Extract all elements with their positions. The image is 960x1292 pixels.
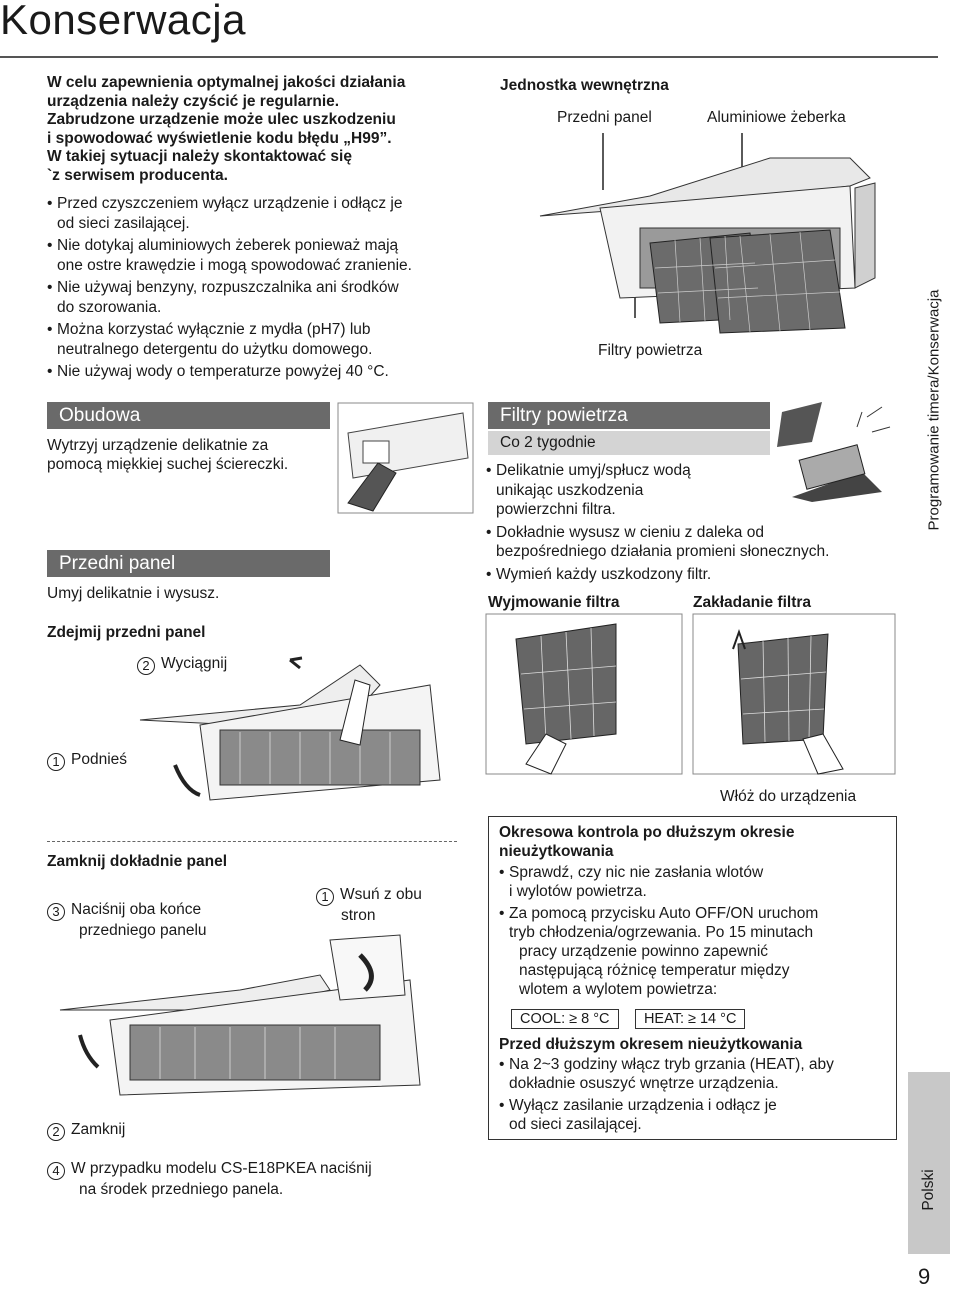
bullet-line: od sieci zasilającej. [509, 1116, 642, 1133]
step-press [47, 900, 207, 940]
intro-line: Zabrudzone urządzenie może ulec uszkodzeniu [47, 111, 396, 128]
step-pull-label: Wyciągnij [161, 655, 228, 672]
step-slide-label: Wsuń z obu [340, 886, 422, 903]
close-panel-illustration [60, 935, 460, 1105]
indoor-unit-heading: Jednostka wewnętrzna [500, 77, 669, 94]
bullet-line: Dokładnie wysusz w cieniu z daleka od [496, 523, 764, 541]
obudowa-line: Wytrzyj urządzenie delikatnie za [47, 437, 269, 454]
step-number: 3 [47, 903, 65, 921]
obudowa-text [47, 436, 288, 474]
intro-line: urządzenia należy czyścić je regularnie. [47, 92, 340, 110]
remove-filter-illustration [486, 614, 682, 774]
step-number: 1 [316, 888, 334, 906]
bullet-item: • Nie używaj wody o temperaturze powyżej 40 °C. [47, 363, 389, 380]
bullet-line: następującą różnicę temperatur między [519, 962, 790, 979]
step-lift [47, 750, 127, 771]
bullet-line: i wylotów powietrza. [509, 883, 647, 900]
step-model-label: na środek przedniego panela. [79, 1181, 284, 1198]
step-slide [316, 885, 422, 925]
bullet-line: powierzchni filtra. [496, 501, 616, 518]
language-tab [908, 1072, 950, 1254]
bullet-item: • Sprawdź, czy nic nie zasłania wlotów i wylotów powietrza. [499, 864, 764, 900]
bullet-line: neutralnego detergentu do użytku domowego. [57, 340, 373, 358]
bullet-line: tryb chłodzenia/ogrzewania. Po 15 minutach [509, 924, 814, 941]
bullet-item: • Nie dotykaj aluminiowych żeberek ponieważ mają one ostre krawędzie i mogą spowodować zranienie. [47, 237, 412, 274]
indoor-unit-illustration [530, 128, 890, 340]
filters-bullets [486, 461, 896, 587]
temperature-row [511, 1009, 745, 1029]
bullet-line: Delikatnie umyj/spłucz wodą [496, 462, 691, 479]
step-slide-label: stron [341, 907, 376, 924]
bullet-line: Przed czyszczeniem wyłącz urządzenie i odłącz je [57, 195, 403, 212]
front-panel-bar: Przedni panel [47, 550, 330, 577]
remove-panel-illustration [140, 660, 460, 805]
bullet-line: do szorowania. [57, 298, 162, 316]
label-aluminium-fins: Aluminiowe żeberka [707, 109, 846, 126]
before-heading: Przed dłuższym okresem nieużytkowania [499, 1036, 803, 1053]
bullet-line: Nie używaj benzyny, rozpuszczalnika ani środków [57, 279, 399, 296]
step-number: 1 [47, 753, 65, 771]
insert-caption: Włóż do urządzenia [720, 788, 857, 805]
step-lift-label: Podnieś [71, 751, 128, 768]
periodic-heading-line: Okresowa kontrola po dłuższym okresie [499, 824, 795, 841]
bullet-item: • Można korzystać wyłącznie z mydła (pH7) lub neutralnego detergentu do użytku domowego. [47, 321, 373, 358]
insert-filter-illustration [693, 614, 895, 774]
step-close [47, 1120, 125, 1141]
intro-bullets [47, 194, 487, 385]
step-model [47, 1159, 372, 1199]
bullet-line: Sprawdź, czy nic nie zasłania wlotów [509, 864, 764, 881]
side-tab-label: Programowanie timera/Konserwacja [925, 289, 943, 531]
bullet-line: Można korzystać wyłącznie z mydła (pH7) lub [57, 321, 371, 338]
label-front-panel: Przedni panel [557, 109, 652, 126]
periodic-bullets [499, 863, 894, 1002]
bullet-line: pracy urządzenie powinno zapewnić [519, 943, 769, 960]
wipe-illustration [338, 403, 473, 513]
insert-filter-label: Zakładanie filtra [693, 594, 812, 611]
intro-line: i spowodować wyświetlenie kodu błędu „H99”. [47, 129, 392, 147]
bullet-line: Nie używaj wody o temperaturze powyżej 40 °C. [57, 363, 389, 380]
page-number: 9 [918, 1264, 931, 1289]
heat-threshold: HEAT: ≥ 14 °C [635, 1009, 745, 1029]
language-tab-label: Polski [920, 1169, 937, 1211]
bullet-line: unikając uszkodzenia [496, 481, 644, 499]
intro-line: `z serwisem producenta. [47, 166, 228, 184]
cool-threshold: COOL: ≥ 8 °C [511, 1009, 619, 1029]
bullet-item: • Za pomocą przycisku Auto OFF/ON uruchom tryb chłodzenia/ogrzewania. Po 15 minutach pracy urządzenie powinno zapewnić następującą różnicę temperatur między wlotem a wylotem powietrza: [499, 905, 819, 998]
close-panel-heading: Zamknij dokładnie panel [47, 853, 228, 870]
before-bullets [499, 1055, 894, 1137]
step-model-label: W przypadku modelu CS-E18PKEA naciśnij [71, 1160, 372, 1177]
bullet-line: one ostre krawędzie i mogą spowodować zranienie. [57, 256, 412, 274]
remove-panel-heading: Zdejmij przedni panel [47, 624, 206, 641]
bullet-item: • Przed czyszczeniem wyłącz urządzenie i odłącz je od sieci zasilającej. [47, 195, 403, 232]
bullet-line: Na 2~3 godziny włącz tryb grzania (HEAT), aby [509, 1056, 834, 1073]
bullet-line: wlotem a wylotem powietrza: [519, 981, 718, 998]
step-number: 2 [47, 1123, 65, 1141]
front-panel-text: Umyj delikatnie i wysusz. [47, 585, 220, 602]
title-rule [0, 56, 938, 58]
periodic-check-box [488, 816, 897, 1140]
bullet-line: dokładnie osuszyć wnętrze urządzenia. [509, 1075, 779, 1092]
bullet-item: • Dokładnie wysusz w cieniu z daleka od bezpośredniego działania promieni słonecznych. [486, 523, 830, 560]
bullet-line: Za pomocą przycisku Auto OFF/ON uruchom [509, 905, 819, 922]
bullet-line: Wymień każdy uszkodzony filtr. [496, 565, 712, 583]
bullet-line: Nie dotykaj aluminiowych żeberek ponieważ mają [57, 237, 399, 254]
obudowa-bar: Obudowa [47, 402, 330, 429]
intro-bold [47, 74, 477, 185]
bullet-item: • Wymień każdy uszkodzony filtr. [486, 565, 712, 583]
bullet-item: • Nie używaj benzyny, rozpuszczalnika ani środków do szorowania. [47, 279, 399, 316]
bullet-item: • Delikatnie umyj/spłucz wodą unikając uszkodzenia powierzchni filtra. [486, 462, 691, 518]
bullet-item: • Na 2~3 godziny włącz tryb grzania (HEAT), aby dokładnie osuszyć wnętrze urządzenia. [499, 1056, 834, 1092]
intro-line: W celu zapewnienia optymalnej jakości działania [47, 74, 406, 91]
page-title: Konserwacja [0, 0, 246, 43]
obudowa-line: pomocą miękkiej suchej ściereczki. [47, 456, 289, 473]
filters-frequency: Co 2 tygodnie [488, 431, 770, 455]
label-air-filters: Filtry powietrza [598, 342, 703, 359]
side-tab [908, 240, 960, 580]
filters-bar: Filtry powietrza [488, 402, 770, 429]
remove-filter-label: Wyjmowanie filtra [488, 594, 620, 611]
step-press-label: przedniego panelu [79, 922, 207, 939]
periodic-heading [499, 823, 889, 861]
step-press-label: Naciśnij oba końce [71, 901, 202, 918]
bullet-line: od sieci zasilającej. [57, 214, 190, 232]
step-number: 4 [47, 1162, 65, 1180]
section-divider [47, 841, 457, 842]
bullet-line: bezpośredniego działania promieni słonecznych. [496, 543, 830, 560]
bullet-item: • Wyłącz zasilanie urządzenia i odłącz je od sieci zasilającej. [499, 1097, 777, 1133]
step-number: 2 [137, 657, 155, 675]
periodic-heading-line: nieużytkowania [499, 843, 614, 860]
bullet-line: Wyłącz zasilanie urządzenia i odłącz je [509, 1097, 777, 1114]
step-close-label: Zamknij [71, 1121, 126, 1138]
intro-line: W takiej sytuacji należy skontaktować się [47, 148, 352, 165]
